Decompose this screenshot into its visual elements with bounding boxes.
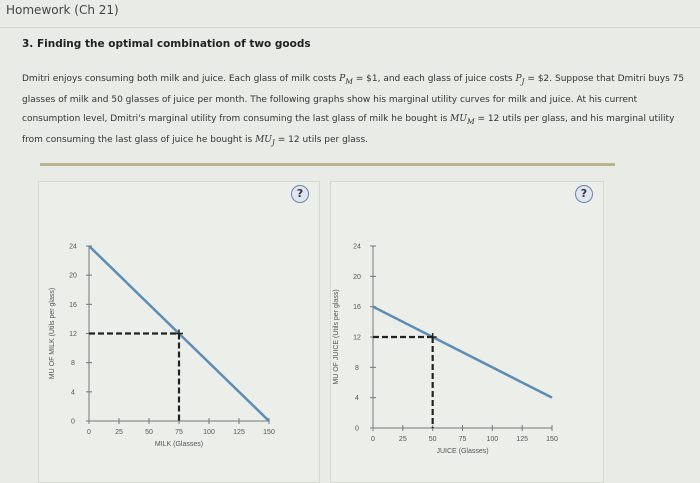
subscript: J — [521, 76, 525, 86]
symbol: MU — [255, 135, 272, 146]
y-axis-label: MU OF JUICE (Utils per glass) — [333, 289, 340, 385]
mu-curve — [373, 307, 552, 398]
symbol: P — [515, 74, 522, 84]
x-tick-label: 100 — [203, 429, 215, 436]
x-axis-label: JUICE (Glasses) — [436, 448, 489, 455]
y-axis-label: MU OF MILK (Utils per glass) — [49, 287, 56, 380]
x-tick-label: 75 — [458, 436, 467, 443]
y-tick-label: 16 — [353, 304, 361, 312]
help-button-juice[interactable]: ? — [575, 185, 593, 203]
x-axis-label: MILK (Glasses) — [154, 441, 204, 448]
y-tick-label: 0 — [71, 418, 75, 426]
text: = $1, and each glass of juice costs — [352, 74, 516, 84]
y-tick-label: 8 — [71, 360, 75, 368]
text: = $2. Suppose that Dmitri buys 75 glasses of milk and 50 glasses of juice per month. The following graphs show his marginal utility curves for milk and juice. At his current consumption level, Dmitri's marginal utility from consuming the last glass of milk he bought is — [22, 74, 685, 124]
x-tick-label: 125 — [516, 436, 529, 443]
x-tick-label: 100 — [486, 436, 499, 443]
y-tick-label: 24 — [353, 243, 361, 251]
symbol: P — [339, 74, 346, 84]
y-tick-label: 0 — [355, 425, 359, 433]
x-tick-label: 0 — [371, 436, 375, 443]
subscript: J — [271, 137, 275, 147]
x-tick-label: 25 — [115, 429, 123, 436]
x-tick-label: 125 — [233, 429, 245, 436]
question-title: 3. Finding the optimal combination of two goods — [22, 38, 311, 50]
y-tick-label: 20 — [69, 272, 77, 280]
x-tick-label: 75 — [175, 429, 183, 436]
x-tick-label: 150 — [546, 436, 558, 443]
y-tick-label: 20 — [353, 273, 361, 281]
subscript: M — [466, 116, 475, 126]
x-tick-label: 150 — [263, 429, 275, 436]
y-tick-label: 16 — [69, 301, 77, 309]
y-tick-label: 4 — [71, 389, 75, 397]
homework-title: Homework (Ch 21) — [6, 3, 119, 17]
y-tick-label: 24 — [69, 243, 77, 251]
help-button-milk[interactable]: ? — [291, 185, 309, 203]
x-tick-label: 25 — [398, 436, 407, 443]
text: = 12 utils per glass. — [274, 135, 369, 146]
subscript: M — [345, 76, 353, 86]
y-tick-label: 12 — [353, 334, 361, 342]
y-tick-label: 12 — [69, 331, 77, 338]
x-tick-label: 50 — [428, 436, 437, 443]
x-tick-label: 50 — [145, 429, 153, 436]
text: Dmitri enjoys consuming both milk and juice. Each glass of milk costs — [22, 74, 340, 84]
y-tick-label: 8 — [355, 364, 359, 372]
symbol: MU — [450, 113, 467, 124]
x-tick-label: 0 — [87, 429, 91, 436]
text: = 12 utils per glass, and his marginal utility from consuming the last glass of juice he bought is — [22, 113, 675, 146]
y-tick-label: 4 — [355, 395, 359, 403]
